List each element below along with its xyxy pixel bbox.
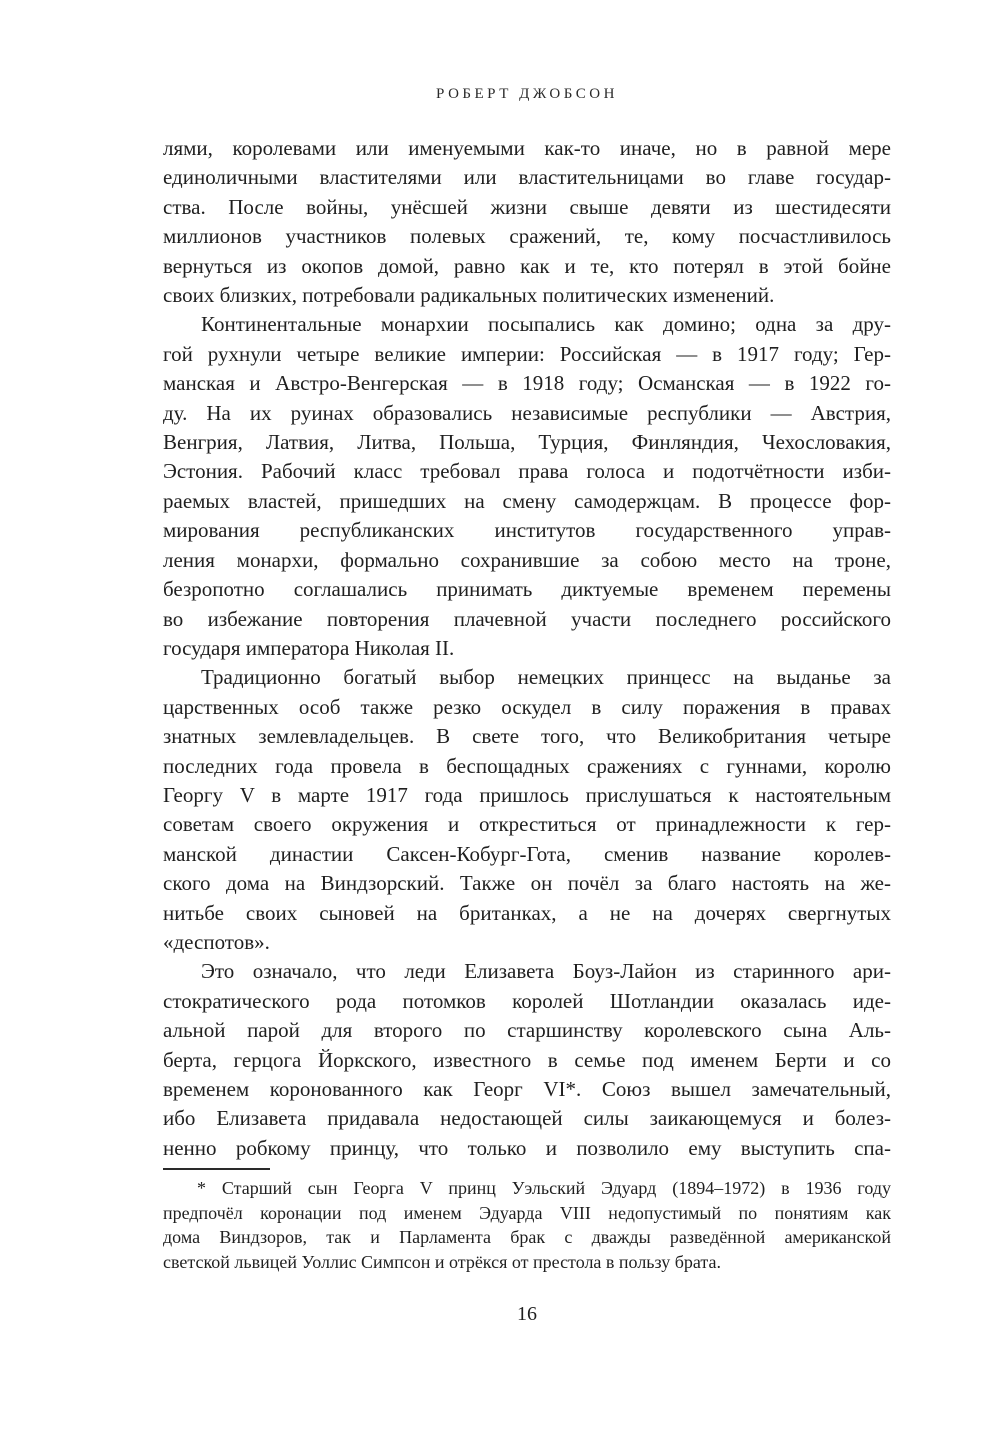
text-line: Георгу V в марте 1917 года пришлось прислушаться к настоятельным (163, 782, 891, 807)
text-line: Традиционно богатый выбор немецких принцесс на выданье за (201, 665, 891, 690)
page-body (163, 134, 891, 1163)
text-line: предпочёл коронации под именем Эдуарда VIII недопустимый по понятиям как (163, 1202, 891, 1223)
text-line: знатных землевладельцев. В свете того, что Великобритания четыре (163, 724, 891, 749)
text-line: своих близких, потребовали радикальных политических изменений. (163, 283, 775, 308)
text-line: берта, герцога Йоркского, известного в семье под именем Берти и со (163, 1047, 891, 1072)
text-line: единоличными властителями или властительницами во главе государ- (163, 165, 891, 190)
text-line: ибо Елизавета придавала недостающей силы заикающемуся и болез- (163, 1106, 891, 1131)
text-line: временем коронованного как Георг VI*. Союз вышел замечательный, (163, 1077, 891, 1101)
paragraph (163, 134, 891, 310)
text-line: ду. На их руинах образовались независимые республики — Австрия, (163, 400, 891, 425)
text-line: миллионов участников полевых сражений, те, кому посчастливилось (163, 224, 891, 249)
text-line: вернуться из окопов домой, равно как и те, кто потерял в этой бойне (163, 253, 891, 278)
text-line: раемых властей, пришедших на смену самодержцам. В процессе фор- (163, 488, 891, 513)
text-line: во избежание повторения плачевной участи последнего российского (163, 606, 891, 631)
text-line: царственных особ также резко оскудел в силу поражения в правах (163, 694, 891, 719)
paragraph (163, 957, 891, 1163)
text-line: нитьбе своих сыновей на британках, а не на дочерях свергнутых (163, 900, 891, 925)
text-line: стократического рода потомков королей Шотландии оказалась иде- (163, 988, 891, 1013)
paragraph (163, 663, 891, 957)
text-line: лями, королевами или именуемыми как-то иначе, но в равной мере (163, 136, 891, 160)
paragraph (163, 310, 891, 663)
footnote (163, 1176, 891, 1274)
footnote-separator-rule (163, 1168, 270, 1170)
paragraph (163, 1176, 891, 1274)
text-line: манской династии Саксен-Кобург-Гота, сменив название королев- (163, 841, 891, 866)
text-line: «деспотов». (163, 929, 270, 954)
text-line: Венгрия, Латвия, Литва, Польша, Турция, Финляндия, Чехословакия, (163, 430, 891, 455)
text-line: мирования республиканских институтов государственного управ- (163, 518, 891, 543)
text-line: советам своего окружения и откреститься от принадлежности к гер- (163, 812, 891, 837)
text-line: ства. После войны, унёсшей жизни свыше девяти из шестидесяти (163, 194, 891, 219)
text-line: ления монархи, формально сохранившие за собою место на троне, (163, 547, 891, 572)
text-line: Эстония. Рабочий класс требовал права голоса и подотчётности изби- (163, 459, 891, 484)
text-line: ского дома на Виндзорский. Также он почёл за благо настоять на же- (163, 871, 891, 896)
text-line: манская и Австро-Венгерская — в 1918 году; Османская — в 1922 го- (163, 371, 891, 396)
text-line: альной парой для второго по старшинству королевского сына Аль- (163, 1018, 891, 1043)
text-line: дома Виндзоров, так и Парламента брак с дважды разведённой американской (163, 1227, 891, 1248)
text-line: * Старший сын Георга V принц Уэльский Эдуард (1894–1972) в 1936 году (197, 1178, 891, 1198)
text-line: ненно робкому принцу, что только и позволило ему выступить спа- (163, 1135, 891, 1160)
text-line: гой рухнули четыре великие империи: Российская — в 1917 году; Гер- (163, 341, 891, 366)
text-line: Континентальные монархии посыпались как домино; одна за дру- (201, 312, 891, 337)
running-head: РОБЕРТ ДЖОБСОН (436, 86, 618, 102)
text-line: Это означало, что леди Елизавета Боуз-Лайон из старинного ари- (201, 959, 891, 984)
text-line: светской львицей Уоллис Симпсон и отрёкся от престола в пользу брата. (163, 1251, 721, 1272)
text-line: последних года провела в беспощадных сражениях с гуннами, королю (163, 753, 891, 778)
text-line: безропотно соглашались принимать диктуемые временем перемены (163, 577, 891, 602)
text-line: государя императора Николая II. (163, 635, 455, 660)
page-number: 16 (517, 1303, 537, 1325)
